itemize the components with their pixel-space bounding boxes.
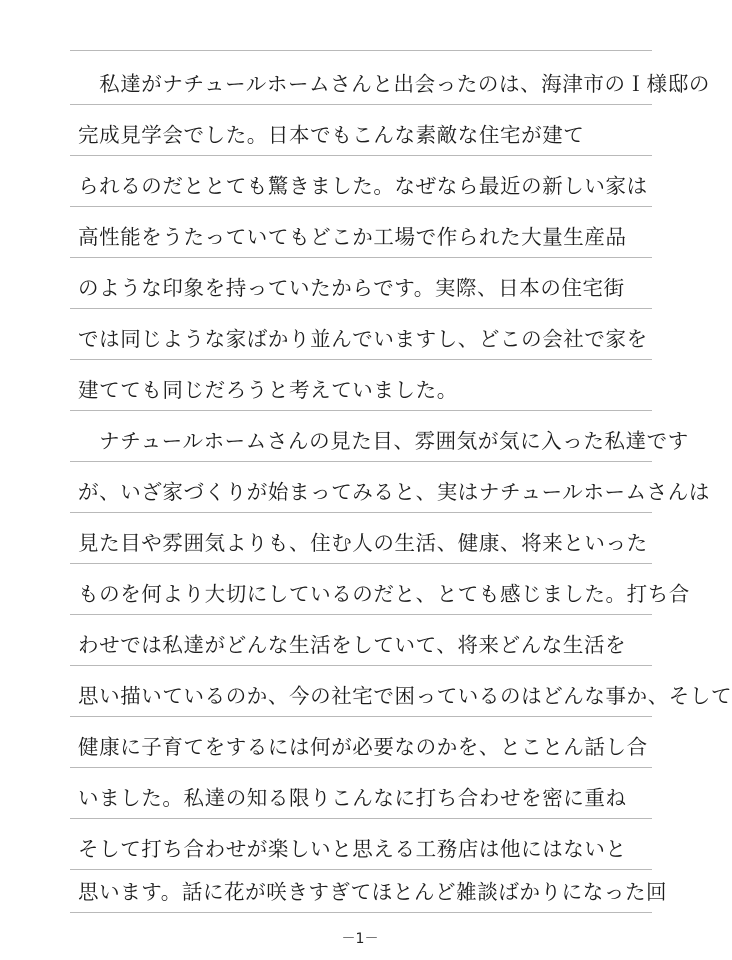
ruled-line	[70, 869, 652, 870]
ruled-line	[70, 461, 652, 462]
ruled-line	[70, 410, 652, 411]
handwritten-line: のような印象を持っていたからです。実際、日本の住宅街	[78, 276, 625, 300]
handwritten-line: 完成見学会でした。日本でもこんな素敵な住宅が建て	[78, 123, 585, 147]
ruled-line	[70, 104, 652, 105]
handwritten-line: られるのだととても驚きました。なぜなら最近の新しい家は	[78, 174, 648, 198]
page-number: －1－	[341, 931, 379, 947]
handwritten-line: 健康に子育てをするには何が必要なのかを、とことん話し合	[78, 735, 648, 759]
handwritten-line: 高性能をうたっていてもどこか工場で作られた大量生産品	[78, 225, 627, 249]
ruled-line	[70, 206, 652, 207]
handwritten-line: 思います。話に花が咲きすぎてほとんど雑談ばかりになった回	[78, 880, 668, 904]
ruled-line	[70, 308, 652, 309]
handwritten-line: が、いざ家づくりが始まってみると、実はナチュールホームさんは	[78, 480, 710, 504]
ruled-line	[70, 818, 652, 819]
ruled-line	[70, 665, 652, 666]
ruled-line	[70, 512, 652, 513]
handwritten-line: では同じような家ばかり並んでいますし、どこの会社で家を	[78, 327, 648, 351]
handwritten-line: いました。私達の知る限りこんなに打ち合わせを密に重ね	[78, 786, 627, 810]
handwritten-line: ナチュールホームさんの見た目、雰囲気が気に入った私達です	[78, 429, 689, 453]
handwritten-line: ものを何より大切にしているのだと、とても感じました。打ち合	[78, 582, 690, 606]
handwritten-line: 思い描いているのか、今の社宅で困っているのはどんな事か、そして	[78, 684, 732, 708]
handwritten-line: わせでは私達がどんな生活をしていて、将来どんな生活を	[78, 633, 627, 657]
ruled-line	[70, 257, 652, 258]
handwritten-line: そして打ち合わせが楽しいと思える工務店は他にはないと	[78, 837, 627, 861]
ruled-line	[70, 767, 652, 768]
handwritten-line: 見た目や雰囲気よりも、住む人の生活、健康、将来といった	[78, 531, 648, 555]
ruled-line	[70, 716, 652, 717]
handwritten-line: 私達がナチュールホームさんと出会ったのは、海津市のＩ様邸の	[78, 72, 710, 96]
ruled-line	[70, 155, 652, 156]
ruled-line	[70, 563, 652, 564]
ruled-line	[70, 614, 652, 615]
ruled-line	[70, 359, 652, 360]
ruled-line	[70, 50, 652, 51]
handwritten-line: 建てても同じだろうと考えていました。	[78, 378, 458, 402]
ruled-line	[70, 912, 652, 913]
